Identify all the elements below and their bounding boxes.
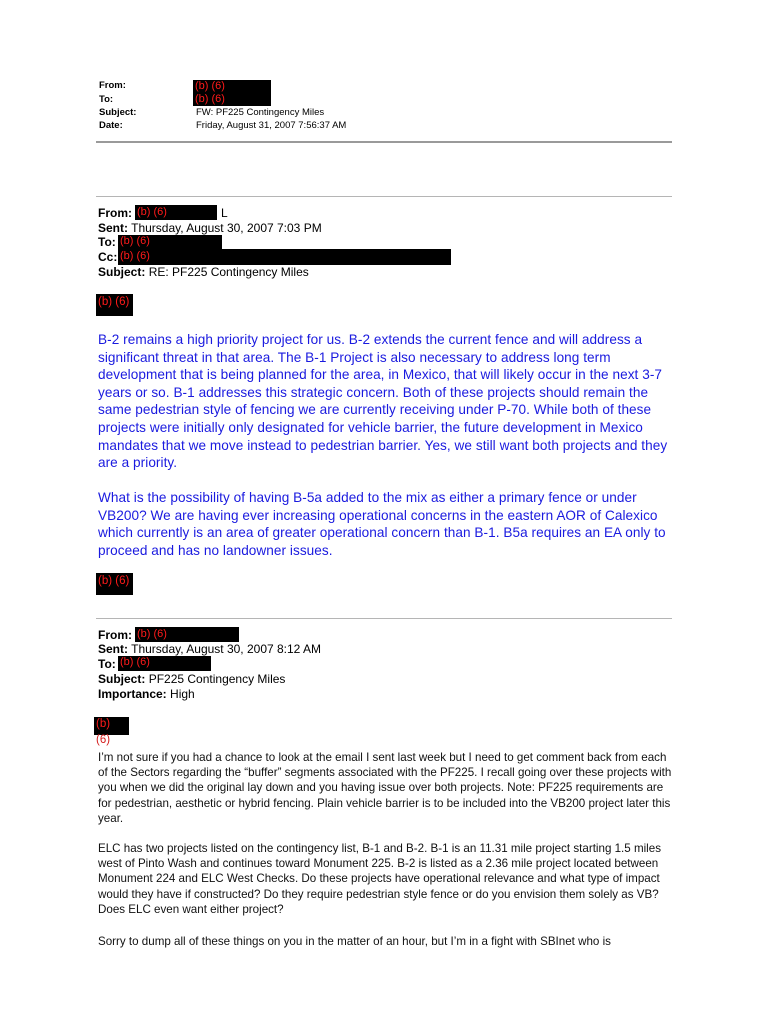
email1-to-redaction: (b) (6) (118, 235, 222, 249)
email2-paragraph-2: ELC has two projects listed on the contingency list, B-1 and B-2. B-1 is an 11.31 mile project starting 1.5 miles west of Pinto Wash and continues toward Monument 225. B-2 is listed as a 2.36 mile project located between Monument 224 and ELC West Checks. Do these projects have operational relevance and what type of impact would they have if constructed? Do they require pedestrian style fence or do you envision them solely as VB? Does ELC even want either project? (98, 842, 662, 916)
email2-importance-label: Importance: (98, 687, 167, 701)
email1-subject-line (98, 265, 309, 280)
email1-from-redaction: (b) (6) (135, 205, 217, 220)
email1-signature-redaction: (b) (6) (96, 573, 133, 595)
header-divider (96, 141, 672, 143)
from-label: From: (99, 80, 126, 91)
email2-from-label: From: (98, 628, 132, 642)
email2-paragraph-3: Sorry to dump all of these things on you in the matter of an hour, but I’m in a fight with SBInet who is (98, 935, 611, 948)
email2-importance-line (98, 687, 195, 702)
email1-divider (96, 196, 672, 197)
email1-sent-line (98, 221, 322, 236)
email2-subject-label: Subject: (98, 672, 146, 686)
subject-label: Subject: (99, 107, 137, 118)
email1-sent-value: Thursday, August 30, 2007 7:03 PM (131, 221, 322, 235)
email2-sent-value: Thursday, August 30, 2007 8:12 AM (131, 642, 322, 656)
email1-subject-value: RE: PF225 Contingency Miles (148, 265, 309, 279)
email1-from-label: From: (98, 206, 132, 220)
email1-cc-redaction: (b) (6) (118, 249, 451, 265)
email2-to-label: To: (98, 657, 116, 671)
email1-paragraph-1: B-2 remains a high priority project for us. B-2 extends the current fence and will address a significant threat in that area. The B-1 Project is also necessary to address long term development that is being planned for the area, in Mexico, that will likely occur in the next 3-7 years or so. B-1 addresses this strategic concern. Both of these projects should remain the same pedestrian style of fencing we are currently receiving under P-70. While both of these projects were initially only designated for vehicle barrier, the future development in Mexico mandates that we move instead to pedestrian barrier. Yes, we still want both projects and they are a priority. (98, 332, 668, 471)
date-value: Friday, August 31, 2007 7:56:37 AM (196, 120, 347, 131)
email2-to-line (98, 657, 116, 672)
email2-sent-line (98, 642, 321, 657)
email2-from-redaction: (b) (6) (135, 627, 239, 642)
email1-from-suffix: L (221, 206, 228, 220)
email1-subject-label: Subject: (98, 265, 146, 279)
email2-to-redaction: (b) (6) (118, 656, 211, 671)
email1-paragraph-2: What is the possibility of having B-5a added to the mix as either a primary fence or under VB200? We are having ever increasing operational concerns in the eastern AOR of Calexico which currently is an area of greater operational concern than B-1. B5a requires an EA only to proceed and has no landowner issues. (98, 490, 666, 558)
to-redaction: (b) (6) (193, 93, 271, 106)
email2-subject-line (98, 672, 285, 687)
date-label: Date: (99, 120, 123, 131)
from-redaction: (b) (6) (193, 80, 271, 93)
email1-greeting-redaction: (b) (6) (96, 294, 133, 316)
email2-from-line (98, 628, 132, 643)
email1-to-label: To: (98, 235, 116, 249)
email2-greeting-redaction: (b) (94, 717, 129, 735)
email1-cc-label: Cc: (98, 250, 118, 264)
email1-to-line (98, 235, 116, 250)
email2-divider (96, 618, 672, 619)
email1-sent-label: Sent: (98, 221, 128, 235)
email2-paragraph-1: I’m not sure if you had a chance to look at the email I sent last week but I need to get comment back from each of the Sectors regarding the “buffer” segments associated with the PF225. I recall going over these projects with you when we did the original lay down and you having issue over both projects. Note: PF225 requirements are for pedestrian, aesthetic or hybrid fencing. Plain vehicle barrier is to be included into the VB200 project later this year. (98, 751, 672, 825)
to-label: To: (99, 94, 114, 105)
email1-cc-line (98, 250, 117, 265)
email2-importance-value: High (170, 687, 195, 701)
email1-from-line (98, 206, 132, 221)
email2-subject-value: PF225 Contingency Miles (148, 672, 286, 686)
email2-sent-label: Sent: (98, 642, 128, 656)
email2-greeting-redaction-overflow: (6) (96, 734, 111, 746)
subject-value: FW: PF225 Contingency Miles (196, 107, 325, 118)
